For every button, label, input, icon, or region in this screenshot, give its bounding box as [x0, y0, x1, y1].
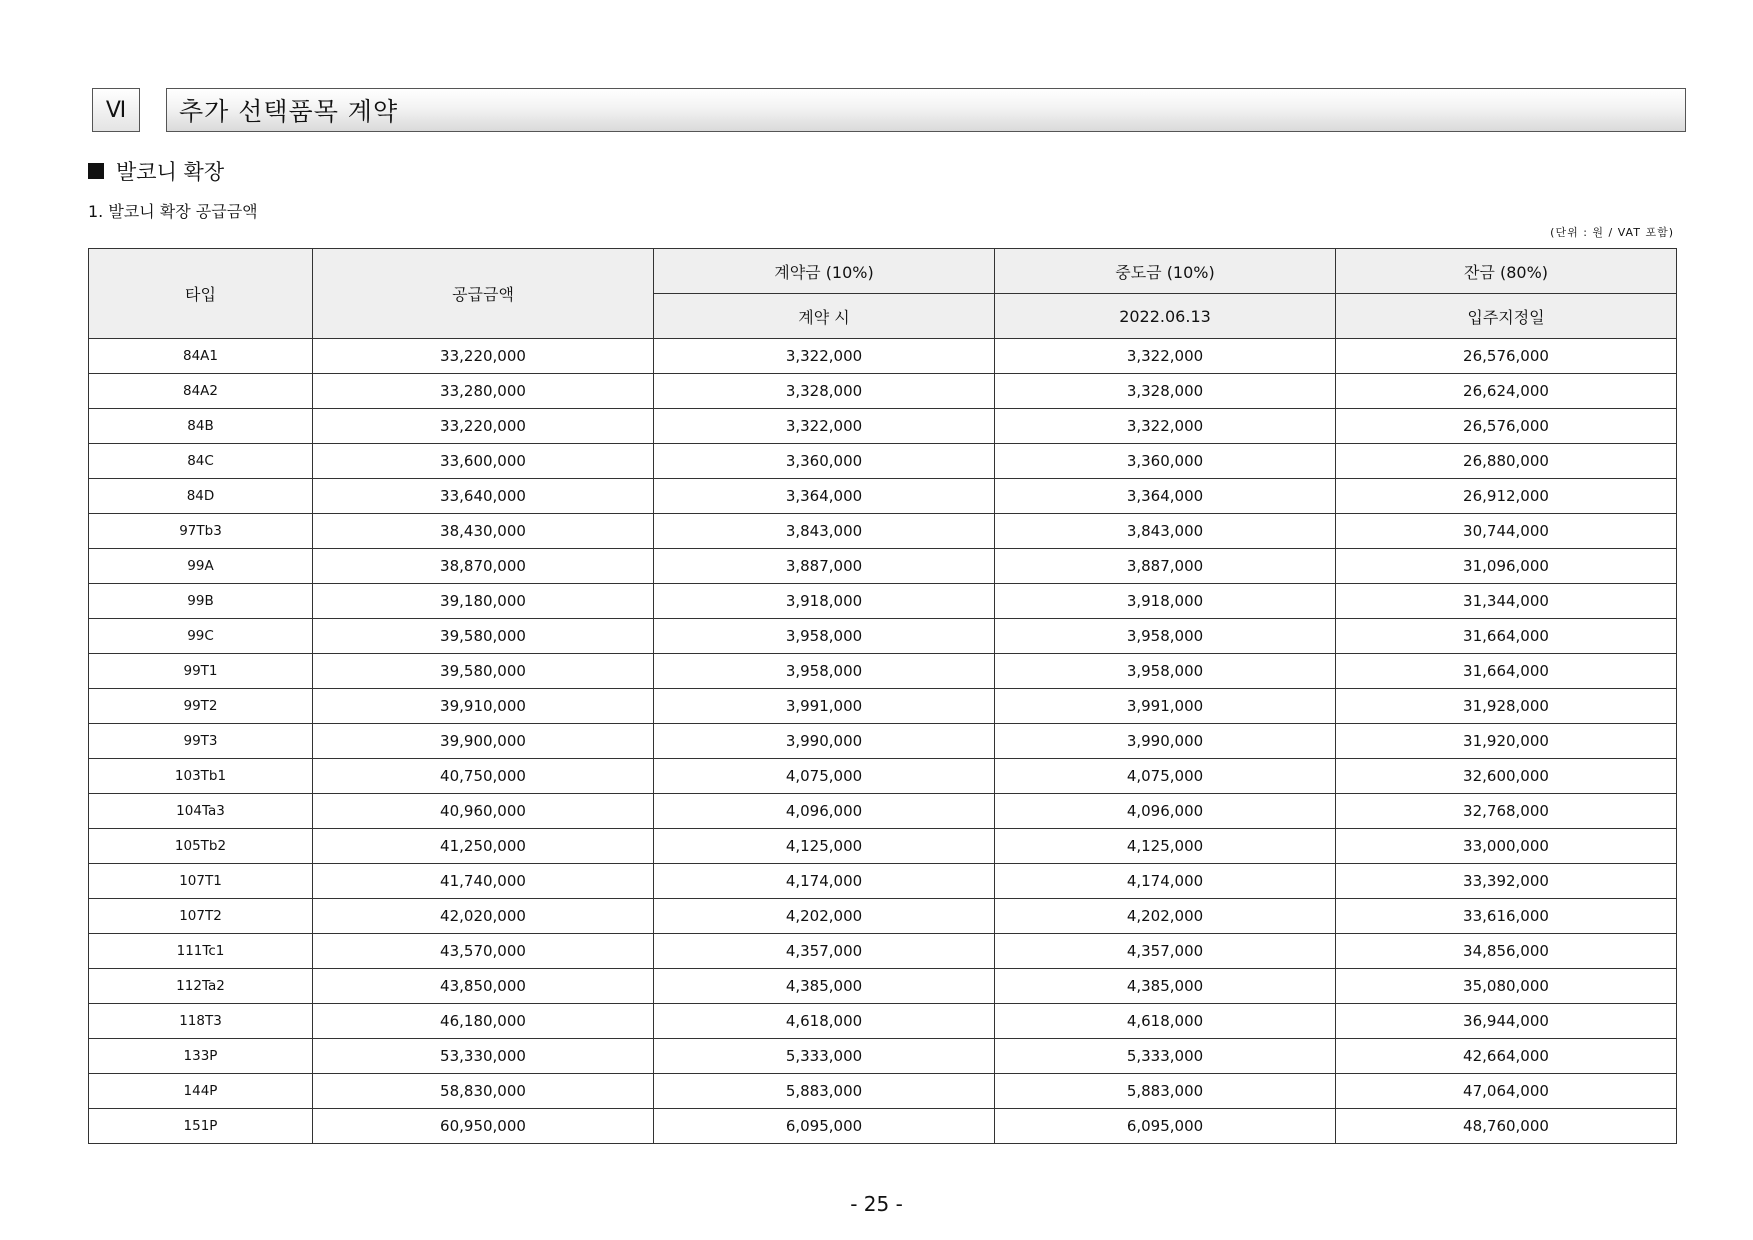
type-cell: 112Ta2	[89, 969, 313, 1004]
balance-cell: 35,080,000	[1336, 969, 1677, 1004]
supply-cell: 39,910,000	[313, 689, 654, 724]
supply-cell: 58,830,000	[313, 1074, 654, 1109]
deposit-cell: 3,991,000	[654, 689, 995, 724]
supply-cell: 41,250,000	[313, 829, 654, 864]
header-type: 타입	[89, 249, 313, 339]
middle-cell: 5,883,000	[995, 1074, 1336, 1109]
balance-cell: 33,392,000	[1336, 864, 1677, 899]
balance-cell: 31,928,000	[1336, 689, 1677, 724]
type-cell: 104Ta3	[89, 794, 313, 829]
page-number: - 25 -	[850, 1192, 903, 1216]
type-cell: 107T1	[89, 864, 313, 899]
deposit-cell: 4,174,000	[654, 864, 995, 899]
table-body	[89, 339, 1677, 1144]
section-title: 추가 선택품목 계약	[166, 88, 1686, 132]
type-cell: 151P	[89, 1109, 313, 1144]
middle-cell: 3,991,000	[995, 689, 1336, 724]
subheading	[88, 156, 224, 186]
middle-cell: 6,095,000	[995, 1109, 1336, 1144]
deposit-cell: 4,075,000	[654, 759, 995, 794]
type-cell: 84A1	[89, 339, 313, 374]
deposit-cell: 4,618,000	[654, 1004, 995, 1039]
middle-cell: 4,125,000	[995, 829, 1336, 864]
header-deposit: 계약금 (10%)	[654, 249, 995, 294]
middle-cell: 4,357,000	[995, 934, 1336, 969]
middle-cell: 4,075,000	[995, 759, 1336, 794]
middle-cell: 4,618,000	[995, 1004, 1336, 1039]
balance-cell: 34,856,000	[1336, 934, 1677, 969]
table-row	[89, 1004, 1677, 1039]
supply-cell: 33,280,000	[313, 374, 654, 409]
balance-cell: 31,920,000	[1336, 724, 1677, 759]
type-cell: 99T2	[89, 689, 313, 724]
header-deposit-when: 계약 시	[654, 294, 995, 339]
deposit-cell: 3,328,000	[654, 374, 995, 409]
table-row	[89, 689, 1677, 724]
header-middle-when: 2022.06.13	[995, 294, 1336, 339]
balance-cell: 32,768,000	[1336, 794, 1677, 829]
deposit-cell: 6,095,000	[654, 1109, 995, 1144]
deposit-cell: 3,990,000	[654, 724, 995, 759]
middle-cell: 3,990,000	[995, 724, 1336, 759]
type-cell: 105Tb2	[89, 829, 313, 864]
deposit-cell: 3,364,000	[654, 479, 995, 514]
section-number: Ⅵ	[92, 88, 140, 132]
balance-cell: 48,760,000	[1336, 1109, 1677, 1144]
type-cell: 99C	[89, 619, 313, 654]
type-cell: 99T1	[89, 654, 313, 689]
type-cell: 84D	[89, 479, 313, 514]
balance-cell: 26,576,000	[1336, 409, 1677, 444]
balance-cell: 33,000,000	[1336, 829, 1677, 864]
supply-cell: 39,580,000	[313, 619, 654, 654]
supply-cell: 41,740,000	[313, 864, 654, 899]
supply-cell: 33,220,000	[313, 339, 654, 374]
type-cell: 99A	[89, 549, 313, 584]
table-row	[89, 794, 1677, 829]
supply-cell: 39,180,000	[313, 584, 654, 619]
header-middle: 중도금 (10%)	[995, 249, 1336, 294]
subsection-title: 1. 발코니 확장 공급금액	[88, 202, 258, 221]
table-row	[89, 479, 1677, 514]
balance-cell: 26,624,000	[1336, 374, 1677, 409]
balance-cell: 26,576,000	[1336, 339, 1677, 374]
deposit-cell: 4,357,000	[654, 934, 995, 969]
middle-cell: 3,322,000	[995, 339, 1336, 374]
type-cell: 107T2	[89, 899, 313, 934]
section-header	[92, 88, 1686, 132]
type-cell: 103Tb1	[89, 759, 313, 794]
table-row	[89, 829, 1677, 864]
header-balance: 잔금 (80%)	[1336, 249, 1677, 294]
middle-cell: 4,096,000	[995, 794, 1336, 829]
balance-cell: 26,880,000	[1336, 444, 1677, 479]
type-cell: 99B	[89, 584, 313, 619]
middle-cell: 3,364,000	[995, 479, 1336, 514]
deposit-cell: 3,958,000	[654, 654, 995, 689]
supply-cell: 46,180,000	[313, 1004, 654, 1039]
balance-cell: 31,096,000	[1336, 549, 1677, 584]
table-row	[89, 1039, 1677, 1074]
header-balance-when: 입주지정일	[1336, 294, 1677, 339]
balance-cell: 31,344,000	[1336, 584, 1677, 619]
type-cell: 133P	[89, 1039, 313, 1074]
deposit-cell: 3,360,000	[654, 444, 995, 479]
table-row	[89, 899, 1677, 934]
supply-cell: 38,430,000	[313, 514, 654, 549]
middle-cell: 5,333,000	[995, 1039, 1336, 1074]
type-cell: 144P	[89, 1074, 313, 1109]
subheading-text: 발코니 확장	[116, 160, 225, 184]
table-row	[89, 864, 1677, 899]
table-row	[89, 969, 1677, 1004]
table-row	[89, 619, 1677, 654]
supply-cell: 53,330,000	[313, 1039, 654, 1074]
type-cell: 118T3	[89, 1004, 313, 1039]
middle-cell: 3,360,000	[995, 444, 1336, 479]
deposit-cell: 5,333,000	[654, 1039, 995, 1074]
table-row	[89, 514, 1677, 549]
balance-cell: 31,664,000	[1336, 619, 1677, 654]
deposit-cell: 3,918,000	[654, 584, 995, 619]
supply-cell: 33,640,000	[313, 479, 654, 514]
middle-cell: 3,958,000	[995, 654, 1336, 689]
type-cell: 97Tb3	[89, 514, 313, 549]
supply-cell: 60,950,000	[313, 1109, 654, 1144]
table-row	[89, 759, 1677, 794]
deposit-cell: 3,958,000	[654, 619, 995, 654]
table-row	[89, 584, 1677, 619]
table-row	[89, 549, 1677, 584]
table-row	[89, 934, 1677, 969]
deposit-cell: 4,202,000	[654, 899, 995, 934]
supply-cell: 40,750,000	[313, 759, 654, 794]
table-row	[89, 444, 1677, 479]
supply-cell: 33,220,000	[313, 409, 654, 444]
middle-cell: 4,385,000	[995, 969, 1336, 1004]
supply-cell: 39,580,000	[313, 654, 654, 689]
middle-cell: 3,843,000	[995, 514, 1336, 549]
deposit-cell: 3,322,000	[654, 339, 995, 374]
type-cell: 84C	[89, 444, 313, 479]
table-row	[89, 409, 1677, 444]
table-row	[89, 654, 1677, 689]
middle-cell: 3,328,000	[995, 374, 1336, 409]
middle-cell: 3,918,000	[995, 584, 1336, 619]
type-cell: 99T3	[89, 724, 313, 759]
supply-cell: 38,870,000	[313, 549, 654, 584]
unit-note: (단위 : 원 / VAT 포함)	[1550, 226, 1674, 239]
supply-cell: 42,020,000	[313, 899, 654, 934]
balance-cell: 33,616,000	[1336, 899, 1677, 934]
supply-cell: 43,850,000	[313, 969, 654, 1004]
deposit-cell: 4,125,000	[654, 829, 995, 864]
table-row	[89, 1109, 1677, 1144]
type-cell: 111Tc1	[89, 934, 313, 969]
table-row	[89, 1074, 1677, 1109]
balance-cell: 26,912,000	[1336, 479, 1677, 514]
balance-cell: 42,664,000	[1336, 1039, 1677, 1074]
supply-cell: 39,900,000	[313, 724, 654, 759]
header-supply: 공급금액	[313, 249, 654, 339]
deposit-cell: 5,883,000	[654, 1074, 995, 1109]
black-square-icon	[88, 163, 104, 179]
balance-cell: 32,600,000	[1336, 759, 1677, 794]
balance-cell: 30,744,000	[1336, 514, 1677, 549]
type-cell: 84B	[89, 409, 313, 444]
balance-cell: 36,944,000	[1336, 1004, 1677, 1039]
deposit-cell: 3,887,000	[654, 549, 995, 584]
type-cell: 84A2	[89, 374, 313, 409]
table-row	[89, 339, 1677, 374]
deposit-cell: 4,385,000	[654, 969, 995, 1004]
deposit-cell: 3,843,000	[654, 514, 995, 549]
middle-cell: 4,174,000	[995, 864, 1336, 899]
middle-cell: 4,202,000	[995, 899, 1336, 934]
middle-cell: 3,322,000	[995, 409, 1336, 444]
middle-cell: 3,958,000	[995, 619, 1336, 654]
balance-cell: 31,664,000	[1336, 654, 1677, 689]
table-row	[89, 724, 1677, 759]
deposit-cell: 3,322,000	[654, 409, 995, 444]
supply-cell: 40,960,000	[313, 794, 654, 829]
balance-cell: 47,064,000	[1336, 1074, 1677, 1109]
balcony-price-table	[88, 248, 1677, 1144]
supply-cell: 33,600,000	[313, 444, 654, 479]
table-row	[89, 374, 1677, 409]
middle-cell: 3,887,000	[995, 549, 1336, 584]
deposit-cell: 4,096,000	[654, 794, 995, 829]
supply-cell: 43,570,000	[313, 934, 654, 969]
